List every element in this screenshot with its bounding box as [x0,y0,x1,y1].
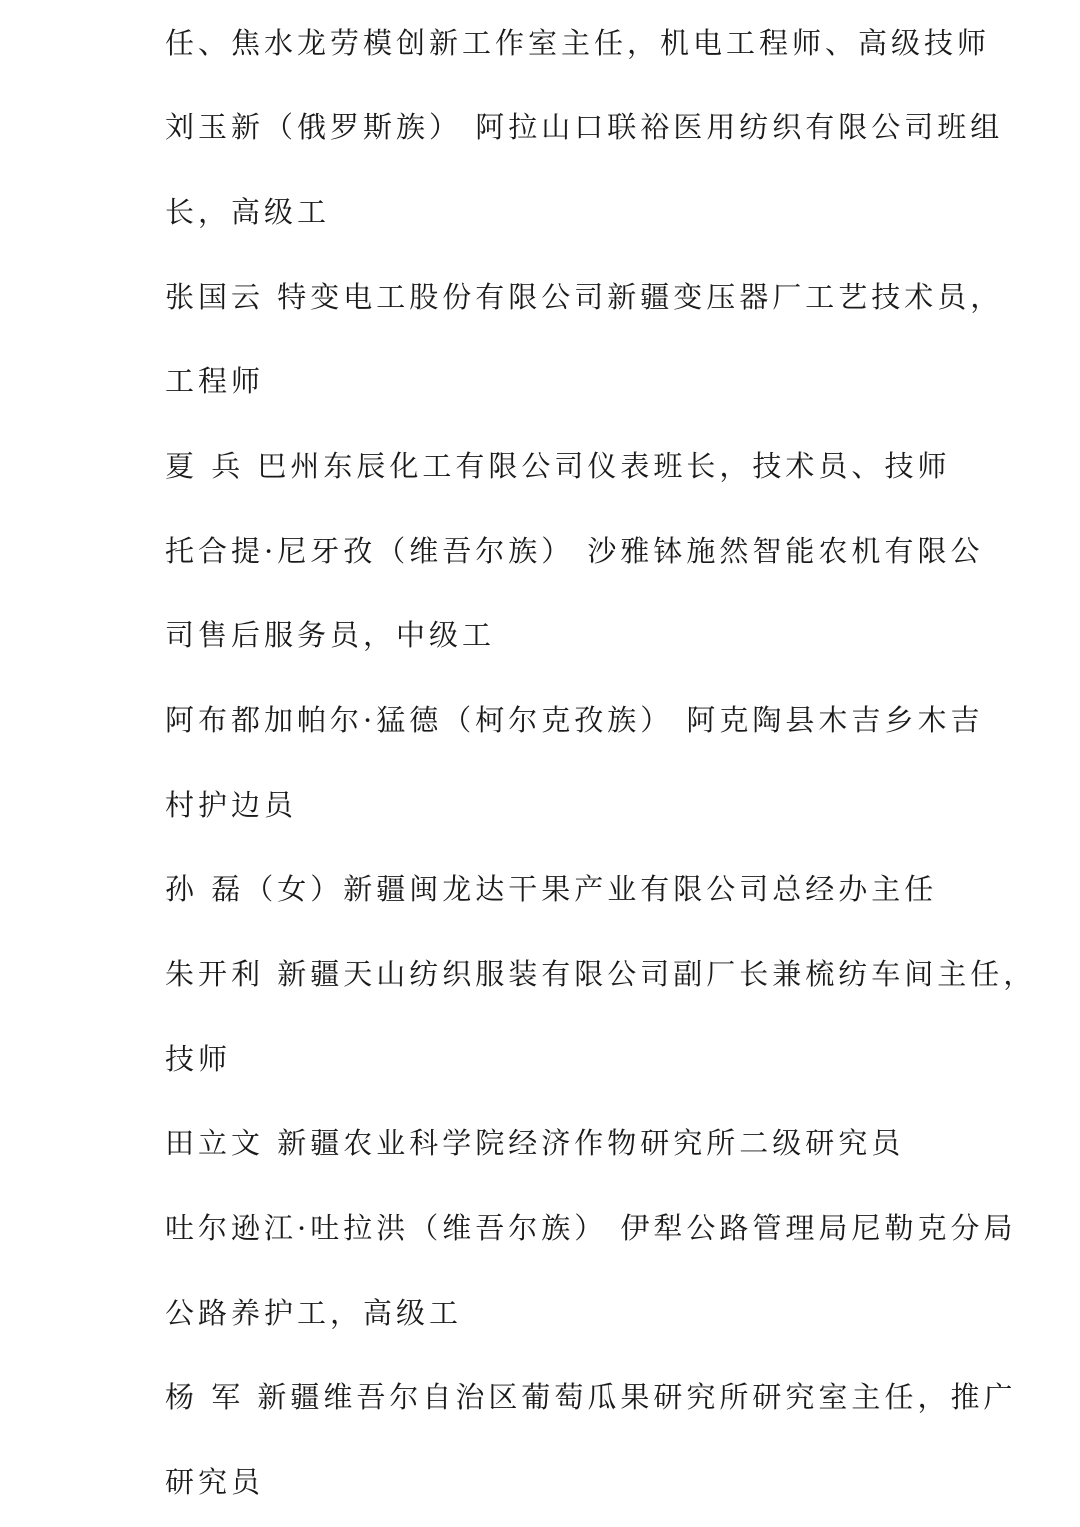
text-line-3: 长，高级工 [165,195,331,229]
text-line-10: 村护边员 [165,788,298,822]
text-line-14: 田立文 新疆农业科学院经济作物研究所二级研究员 [165,1126,905,1160]
text-line-6: 夏 兵 巴州东辰化工有限公司仪表班长，技术员、技师 [165,449,951,483]
text-line-16: 公路养护工，高级工 [165,1296,463,1330]
text-line-8: 司售后服务员，中级工 [165,618,496,652]
text-line-1: 任、焦水龙劳模创新工作室主任，机电工程师、高级技师 [165,26,991,60]
text-line-5: 工程师 [165,364,265,398]
text-line-11: 孙 磊（女）新疆闽龙达干果产业有限公司总经办主任 [165,872,938,906]
text-line-18: 研究员 [165,1465,265,1499]
text-line-12: 朱开利 新疆天山纺织服装有限公司副厂长兼梳纺车间主任， [165,957,1037,991]
text-line-7: 托合提·尼牙孜（维吾尔族） 沙雅钵施然智能农机有限公 [165,534,984,568]
text-line-9: 阿布都加帕尔·猛德（柯尔克孜族） 阿克陶县木吉乡木吉 [165,703,984,737]
text-line-4: 张国云 特变电工股份有限公司新疆变压器厂工艺技术员， [165,280,1004,314]
text-line-2: 刘玉新（俄罗斯族） 阿拉山口联裕医用纺织有限公司班组 [165,110,1004,144]
text-line-17: 杨 军 新疆维吾尔自治区葡萄瓜果研究所研究室主任，推广 [165,1380,1017,1414]
text-line-13: 技师 [165,1042,232,1076]
text-line-15: 吐尔逊江·吐拉洪（维吾尔族） 伊犁公路管理局尼勒克分局 [165,1211,1017,1245]
